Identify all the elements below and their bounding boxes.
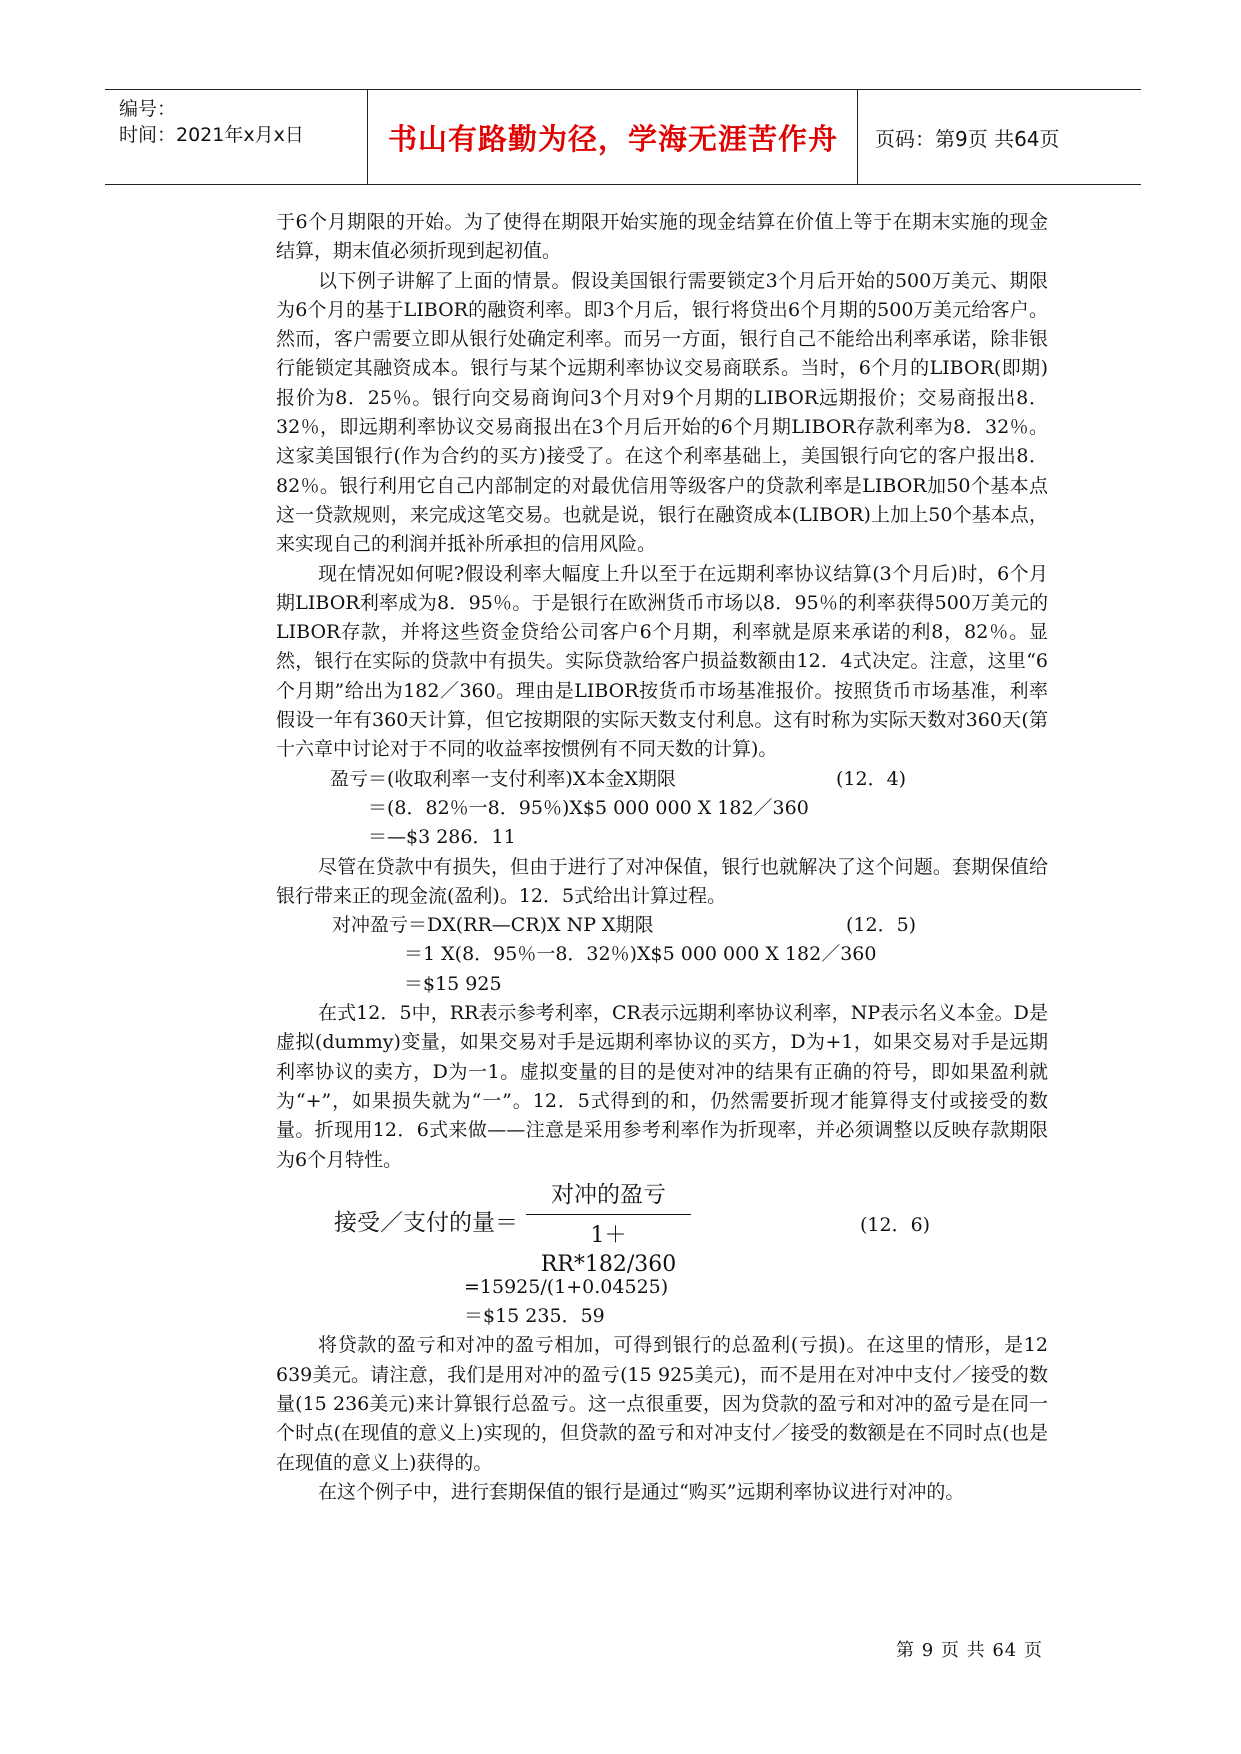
header-motto: 书山有路勤为径，学海无涯苦作舟 <box>369 90 858 184</box>
page-footer: 第 9 页 共 64 页 <box>896 1640 1043 1661</box>
header-meta <box>105 90 368 184</box>
equation-number: (12．5) <box>846 914 917 937</box>
paragraph: 于6个月期限的开始。为了使得在期限开始实施的现金结算在价值上等于在期末实施的现金结算，期末值必须折现到起初值。 <box>276 211 1048 263</box>
paragraph: 在式12．5中，RR表示参考利率，CR表示远期利率协议利率，NP表示名义本金。D是虚拟(dummy)变量，如果交易对手是远期利率协议的买方，D为+1，如果交易对手是远期利率协议的卖方，D为一1。虚拟变量的目的是使对冲的结果有正确的符号，即如果盈利就为“+”，如果损失就为“一”。12．5式得到的和，仍然需要折现才能算得支付或接受的数量。折现用12．6式来做——注意是采用参考利率作为折现率，并必须调整以反映存款期限为6个月特性。 <box>276 1002 1048 1171</box>
equation-12-6 <box>276 1181 1048 1278</box>
equation-12-5-line2 <box>276 940 1048 969</box>
paragraph: 尽管在贷款中有损失，但由于进行了对冲保值，银行也就解决了这个问题。套期保值给银行带来正的现金流(盈利)。12．5式给出计算过程。 <box>276 855 1048 907</box>
equation-12-5-line1 <box>276 911 1048 940</box>
equation-text: 盈亏＝(收取利率一支付利率)X本金X期限 <box>330 767 676 790</box>
fraction <box>526 1181 691 1280</box>
header-page-info: 页码：第9页 共64页 <box>875 126 1060 151</box>
document-body <box>276 208 1048 1507</box>
paragraph: 现在情况如何呢?假设利率大幅度上升以至于在远期利率协议结算(3个月后)时，6个月期LIBOR利率成为8．95％。于是银行在欧洲货币市场以8．95％的利率获得500万美元的LIBOR存款，并将这些资金贷给公司客户6个月期，利率就是原来承诺的利8，82％。显然，银行在实际的贷款中有损失。实际贷款给客户损益数额由12．4式决定。注意，这里“6个月期”给出为182／360。理由是LIBOR按货币市场基准报价。按照货币市场基准，利率假设一年有360天计算，但它按期限的实际天数支付利息。这有时称为实际天数对360天(第十六章中讨论对于不同的收益率按惯例有不同天数的计算)。 <box>276 562 1048 761</box>
document-time-label: 时间：2021年x月x日 <box>119 124 304 146</box>
paragraph: 在这个例子中，进行套期保值的银行是通过“购买”远期利率协议进行对冲的。 <box>318 1480 965 1503</box>
equation-text: ＝$15 235．59 <box>464 1305 605 1328</box>
equation-text: ＝1 X(8．95％一8．32％)X$5 000 000 X 182／360 <box>404 943 877 966</box>
document-number-label: 编号： <box>119 98 177 120</box>
equation-text: 对冲盈亏＝DX(RR—CR)X NP X期限 <box>332 914 654 937</box>
fraction-numerator: 对冲的盈亏 <box>551 1181 666 1208</box>
equation-text: ＝(8．82％一8．95％)X$5 000 000 X 182／360 <box>368 796 809 819</box>
paragraph: 以下例子讲解了上面的情景。假设美国银行需要锁定3个月后开始的500万美元、期限为6个月的基于LIBOR的融资利率。即3个月后，银行将贷出6个月期的500万美元给客户。然而，客户需要立即从银行处确定利率。而另一方面，银行自己不能给出利率承诺，除非银行能锁定其融资成本。银行与某个远期利率协议交易商联系。当时，6个月的LIBOR(即期)报价为8．25％。银行向交易商询问3个月对9个月期的LIBOR远期报价；交易商报出8．32％，即远期利率协议交易商报出在3个月后开始的6个月期LIBOR存款利率为8．32％。这家美国银行(作为合约的买方)接受了。在这个利率基础上，美国银行向它的客户报出8．82％。银行利用它自己内部制定的对最优信用等级客户的贷款利率是LIBOR加50个基本点这一贷款规则，来完成这笔交易。也就是说，银行在融资成本(LIBOR)上加上50个基本点，来实现自己的利润并抵补所承担的信用风险。 <box>276 269 1048 556</box>
fraction-denominator: 1＋RR*182/360 <box>540 1223 677 1278</box>
equation-12-4-line3 <box>276 823 1048 852</box>
equation-number: (12．6) <box>860 1213 931 1236</box>
equation-12-6-line2 <box>276 1273 1048 1302</box>
equation-12-5-line3 <box>276 970 1048 999</box>
equation-text: ＝$15 925 <box>404 972 502 995</box>
equation-label: 接受／支付的量＝ <box>334 1209 518 1236</box>
equation-12-6-line3 <box>276 1302 1048 1331</box>
equation-12-4-line2 <box>276 794 1048 823</box>
paragraph: 将贷款的盈亏和对冲的盈亏相加，可得到银行的总盈利(亏损)。在这里的情形，是12 639美元。请注意，我们是用对冲的盈亏(15 925美元)，而不是用在对冲中支付／接受的数量(15 236美元)来计算银行总盈亏。这一点很重要，因为贷款的盈亏和对冲的盈亏是在同一个时点(在现值的意义上)实现的，但贷款的盈亏和对冲支付／接受的数额是在不同时点(也是在现值的意义上)获得的。 <box>276 1334 1048 1474</box>
equation-12-4-line1 <box>276 765 1048 794</box>
equation-text: =15925/(1+0.04525) <box>464 1275 669 1298</box>
equation-text: ＝—$3 286．11 <box>368 826 516 849</box>
page-header <box>105 89 1141 185</box>
equation-number: (12．4) <box>836 767 907 790</box>
